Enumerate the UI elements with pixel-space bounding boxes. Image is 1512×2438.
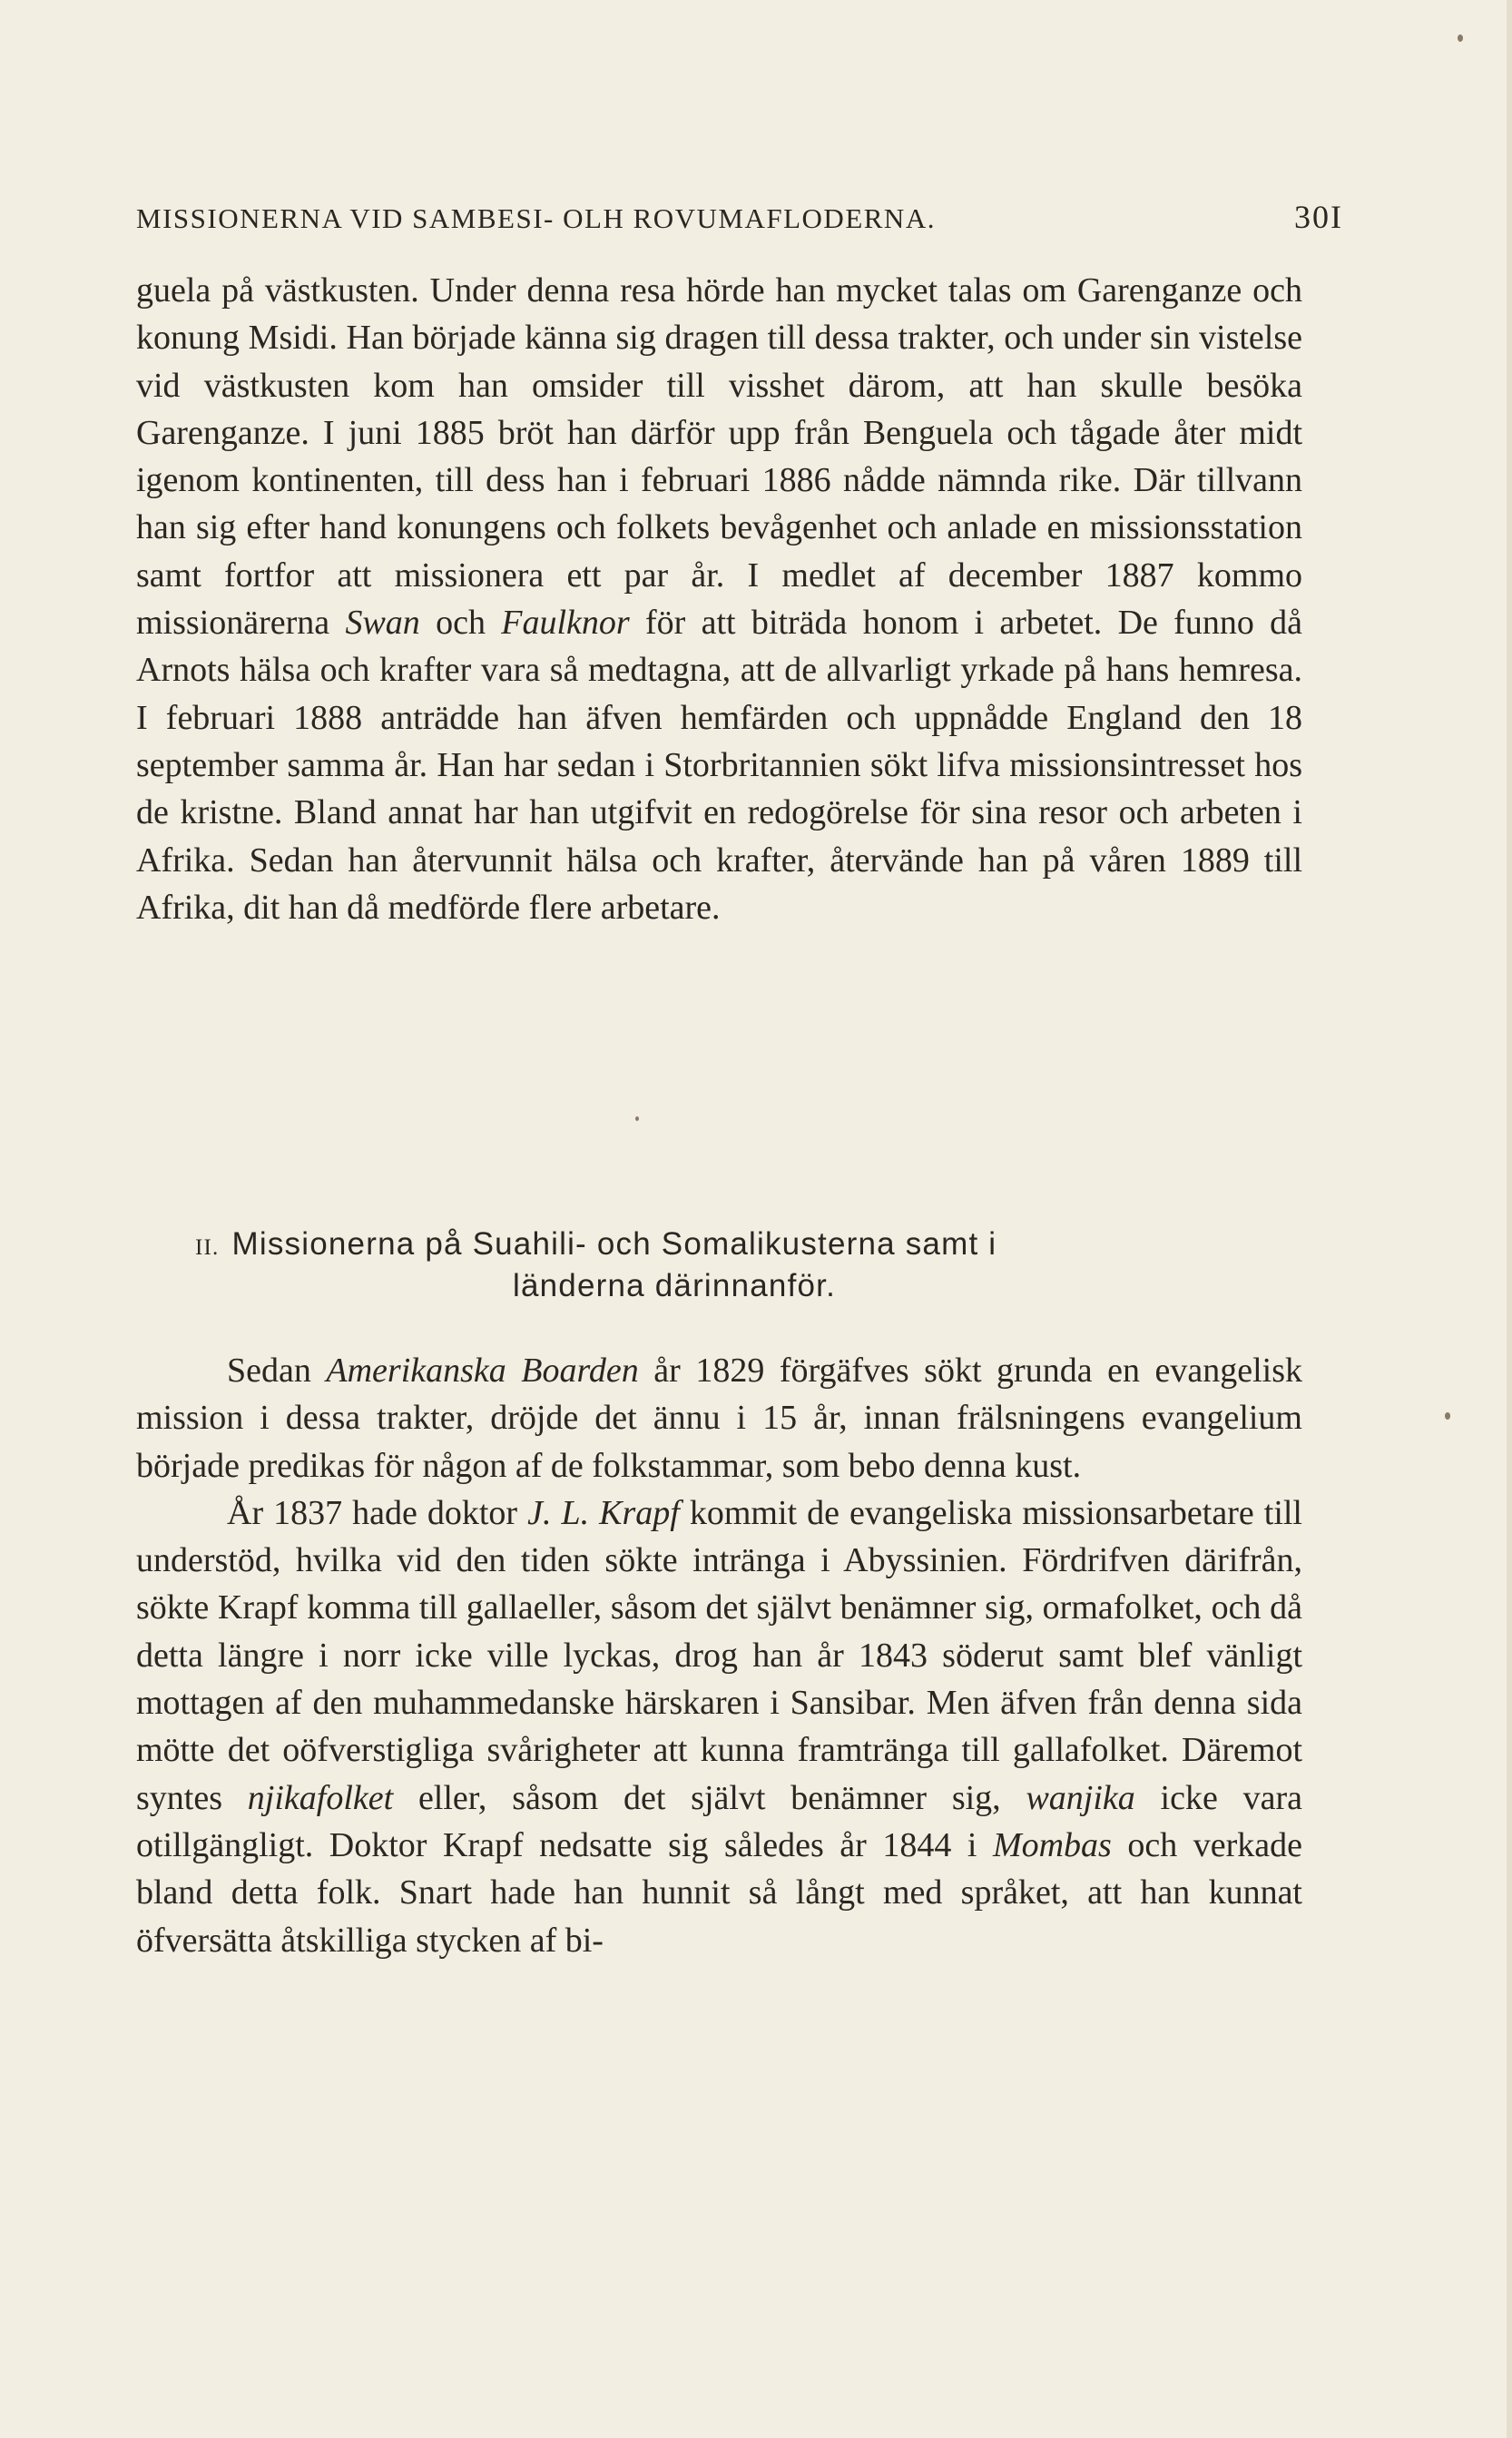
italic-name: wanjika (1026, 1778, 1135, 1817)
paragraph (136, 1489, 1302, 1964)
text-run: och (419, 604, 502, 643)
section-heading (195, 1225, 1311, 1305)
section-heading-line2: länderna därinnanför. (513, 1268, 837, 1303)
page-number: 30I (1294, 199, 1343, 235)
section-heading-line1: Missionerna på Suahili- och Somalikusterna samt i (231, 1226, 997, 1262)
italic-name: Amerikanska Boarden (326, 1352, 639, 1390)
ink-speck (1458, 34, 1463, 42)
text-run: år 1829 förgäfves sökt grunda en evangelisk mission i dessa trakter, dröjde det ännu i 15 år, innan frälsningens evangelium började predikas för någon af de folkstammar, som bebo denna kust. (136, 1352, 1302, 1485)
section-number: II. (195, 1235, 220, 1260)
paragraph (136, 1347, 1302, 1489)
text-run: eller, såsom det självt benämner sig, (393, 1778, 1026, 1817)
ink-speck (635, 1116, 639, 1121)
italic-name: J. L. Krapf (527, 1493, 680, 1532)
italic-name: njikafolket (247, 1778, 394, 1817)
italic-name: Faulknor (501, 604, 630, 643)
section-2-text (136, 1347, 1302, 1964)
text-run: kommit de evangeliska missionsarbetare till understöd, hvilka vid den tiden sökte inträngа i Abyssinien. Fördrifven därifrån, sökte Krapf komma till gallaeller, såsom det självt benämner sig, ormafolket, och då detta längre i norr icke ville lyckas, drog han år 1843 söderut samt blef vänligt mottagen af den muhammedanske härskaren i Sansibar. Men äfven från denna sida mötte det oöfverstigliga svårigheter att kunna framtränga till gallafolket. Däremot syntes (136, 1493, 1302, 1817)
italic-name: Mombas (992, 1825, 1112, 1864)
running-title: MISSIONERNA VID SAMBESI- OLH ROVUMAFLODERNA. (136, 202, 936, 234)
paragraph (136, 267, 1302, 931)
text-run: för att biträda honom i arbetet. De funno då Arnots hälsa och krafter vara så medtagna, att de allvarligt yrkade på hans hemresa. I februari 1888 anträdde han äfven hemfärden och uppnådde England den 18 september samma år. Han har sedan i Storbritannien sökt lifva missionsintresset hos de kristne. Bland annat har han utgifvit en redogörelse för sina resor och arbeten i Afrika. Sedan han återvunnit hälsa och krafter, återvände han på våren 1889 till Afrika, dit han då medförde flere arbetare. (136, 604, 1302, 927)
ink-speck (1445, 1412, 1450, 1420)
text-run: År 1837 hade doktor (227, 1493, 528, 1532)
text-run: guela på västkusten. Under denna resa hörde han mycket talas om Garenganze och konung Msidi. Han började känna sig dragen till dessa trakter, och under sin vistelse vid västkusten kom han omsider till visshet därom, att han skulle besöka Garenganze. I juni 1885 bröt han därför upp från Benguela och tågade åter midt igenom kontinenten, till dess han i februari 1886 nådde nämnda rike. Där tillvann han sig efter hand konungens och folkets bevågenhet och anlade en missionsstation samt fortfor att missionera ett par år. I medlet af december 1887 kommo missionärerna (136, 271, 1302, 643)
section-1-text (136, 267, 1302, 931)
text-run: och verkade bland detta folk. Snart hade han hunnit så långt med språket, att han kunnat öfversätta åtskilliga stycken af bi- (136, 1825, 1302, 1960)
running-header (136, 198, 1343, 236)
text-run: Sedan (227, 1352, 327, 1390)
text-run: icke vara otillgängligt. Doktor Krapf nedsatte sig således år 1844 i (136, 1778, 1302, 1864)
italic-name: Swan (345, 604, 420, 643)
